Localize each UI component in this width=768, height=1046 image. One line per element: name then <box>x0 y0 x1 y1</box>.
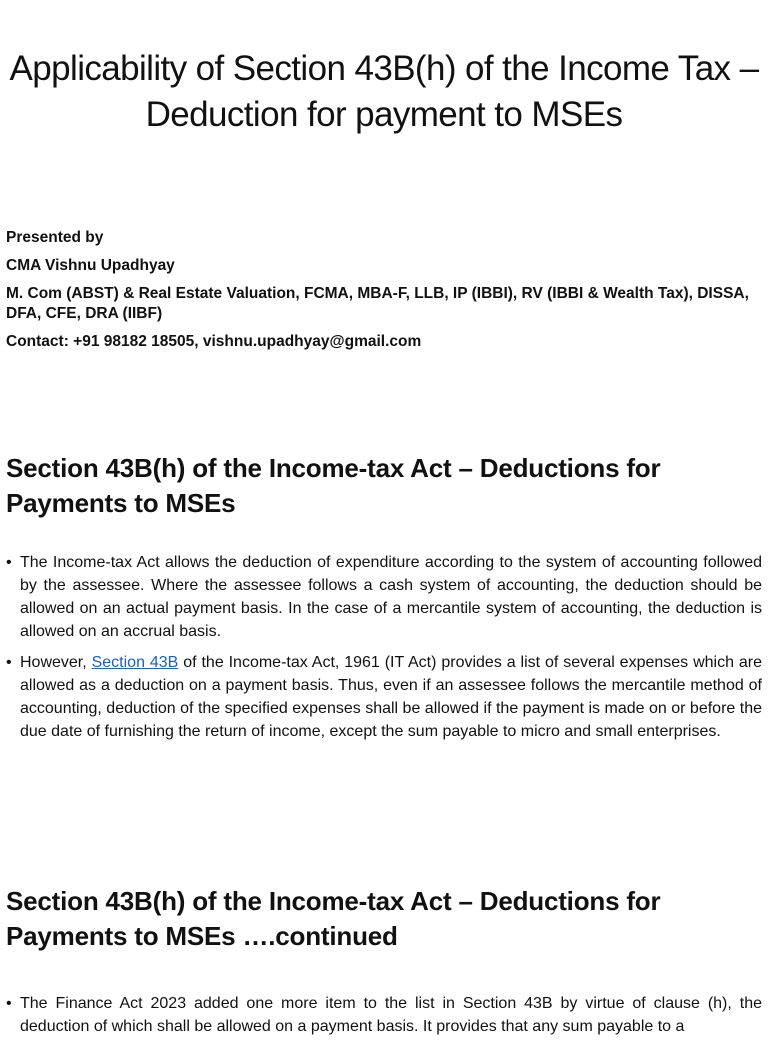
bullet-icon: • <box>6 654 12 671</box>
bullet-text: The Finance Act 2023 added one more item to the list in Section 43B by virtue of clause (h), the deduction of which shall be allowed on a payment basis. It provides that any sum payable to a <box>20 995 762 1035</box>
bullet-icon: • <box>6 554 12 571</box>
slide2-bullet-2 <box>6 651 762 743</box>
bullet-text-post: of the Income-tax Act, 1961 (IT Act) provides a list of several expenses which are allowed as a deduction on a payment basis. Thus, even if an assessee follows the mercantile method of accounting, deduction of the specified expenses shall be allowed if the payment is made on or before the due date of furnishing the return of income, except the sum payable to micro and small enterprises. <box>20 654 762 740</box>
bullet-text-pre: However, <box>20 654 92 671</box>
presenter-name: CMA Vishnu Upadhyay <box>6 257 175 274</box>
slide3-bullet-1 <box>6 992 762 1038</box>
bullet-text: The Income-tax Act allows the deduction of expenditure according to the system of accounting followed by the assessee. Where the assessee follows a cash system of accounting, the deduction should be allowed on an actual payment basis. In the case of a mercantile system of accounting, the deduction is allowed on an accrual basis. <box>20 554 762 640</box>
slide1-title: Applicability of Section 43B(h) of the Income Tax – Deduction for payment to MSEs <box>9 49 759 134</box>
presenter-qualifications: M. Com (ABST) & Real Estate Valuation, FCMA, MBA-F, LLB, IP (IBBI), RV (IBBI & Wealth Tax), DISSA, DFA, CFE, DRA (IIBF) <box>6 285 749 322</box>
slide3-bullet-list <box>6 992 762 1046</box>
slide2-bullet-list <box>6 551 762 751</box>
section-43b-link[interactable]: Section 43B <box>91 654 179 671</box>
slide2-bullet-1 <box>6 551 762 643</box>
slide3-title: Section 43B(h) of the Income-tax Act – Deductions for Payments to MSEs ….continued <box>6 886 661 951</box>
presented-by-label: Presented by <box>6 229 104 246</box>
bullet-icon: • <box>6 995 12 1012</box>
presenter-block <box>6 228 764 360</box>
presenter-contact: Contact: +91 98182 18505, vishnu.upadhyay@gmail.com <box>6 333 422 350</box>
slide2-title: Section 43B(h) of the Income-tax Act – Deductions for Payments to MSEs <box>6 453 661 518</box>
